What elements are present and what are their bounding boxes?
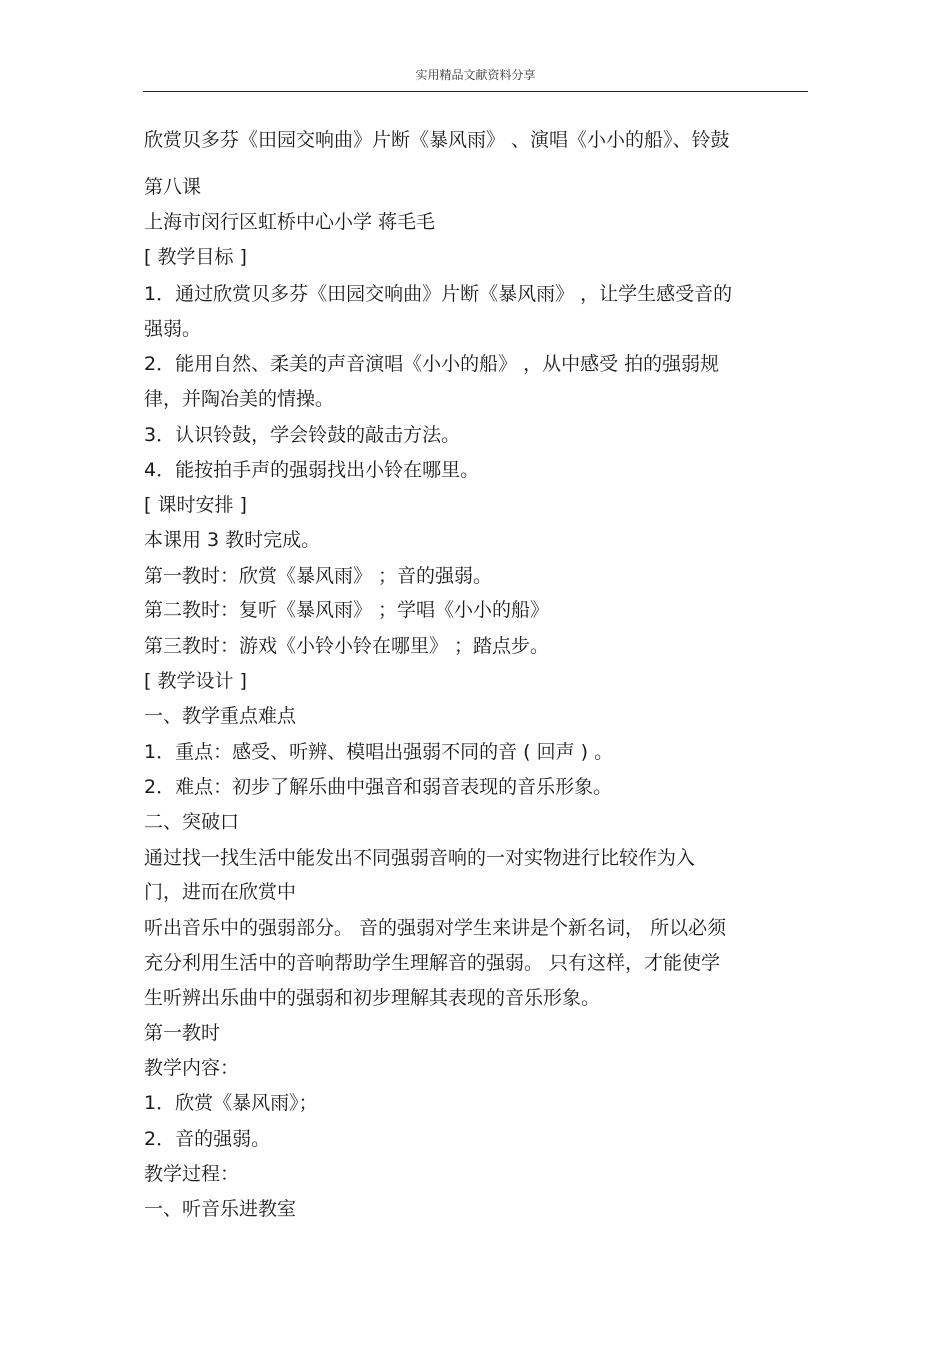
text-line: 4．能按拍手声的强弱找出小铃在哪里。 [144, 459, 480, 481]
text-line: 1．欣赏《暴风雨》； [144, 1092, 318, 1114]
text-line: 1．通过欣赏贝多芬《田园交响曲》片断《暴风雨》 ，让学生感受音的 [144, 283, 733, 305]
text-line: 通过找一找生活中能发出不同强弱音响的一对实物进行比较作为入 [144, 847, 696, 869]
subheading: 第一教时 [144, 1022, 221, 1044]
header-rule [143, 91, 808, 92]
text-line: 本课用 3 教时完成。 [144, 529, 321, 551]
text-line: 第一教时：欣赏《暴风雨》 ；音的强弱。 [144, 565, 493, 587]
lesson-number: 第八课 [144, 176, 202, 198]
text-line: 2．音的强弱。 [144, 1128, 271, 1150]
section-heading: [ 教学目标 ] [144, 246, 247, 268]
section-heading: [ 教学设计 ] [144, 670, 247, 692]
doc-title: 欣赏贝多芬《田园交响曲》片断《暴风雨》 、演唱《小小的船》、铃鼓 [144, 129, 730, 151]
text-line: 3．认识铃鼓，学会铃鼓的敲击方法。 [144, 424, 461, 446]
text-line: 第三教时：游戏《小铃小铃在哪里》 ；踏点步。 [144, 635, 550, 657]
text-line: 门，进而在欣赏中 [144, 881, 297, 903]
subheading: 一、听音乐进教室 [144, 1198, 297, 1220]
text-line: 2．难点：初步了解乐曲中强音和弱音表现的音乐形象。 [144, 776, 613, 798]
text-line: 强弱。 [144, 318, 202, 340]
section-heading: [ 课时安排 ] [144, 494, 247, 516]
text-line: 充分利用生活中的音响帮助学生理解音的强弱。 只有这样，才能使学 [144, 952, 721, 974]
subheading: 一、教学重点难点 [144, 705, 297, 727]
text-line: 1．重点：感受、听辨、模唱出强弱不同的音 ( 回声 ) 。 [144, 741, 614, 763]
author-line: 上海市闵行区虹桥中心小学 蒋毛毛 [144, 211, 436, 233]
subheading: 二、突破口 [144, 811, 240, 833]
text-line: 律，并陶冶美的情操。 [144, 388, 335, 410]
text-line: 教学内容： [144, 1057, 240, 1079]
page-header: 实用精品文献资料分享 [415, 68, 536, 82]
text-line: 听出音乐中的强弱部分。 音的强弱对学生来讲是个新名词， 所以必须 [144, 917, 727, 939]
text-line: 第二教时：复听《暴风雨》 ；学唱《小小的船》 [144, 599, 550, 621]
text-line: 2．能用自然、柔美的声音演唱《小小的船》 ，从中感受 拍的强弱规 [144, 353, 720, 375]
text-line: 教学过程： [144, 1163, 240, 1185]
text-line: 生听辨出乐曲中的强弱和初步理解其表现的音乐形象。 [144, 987, 601, 1009]
